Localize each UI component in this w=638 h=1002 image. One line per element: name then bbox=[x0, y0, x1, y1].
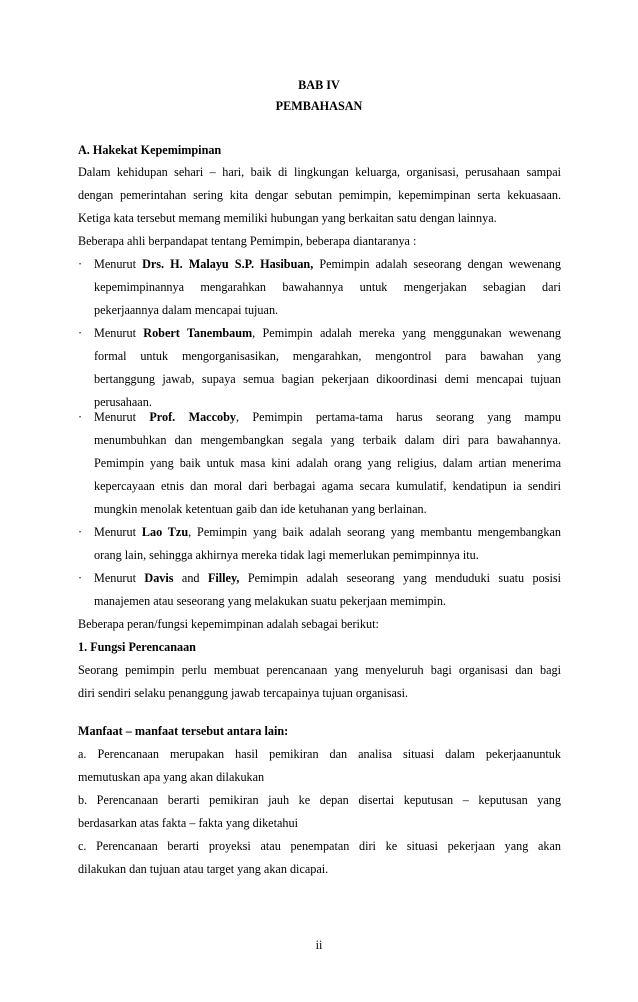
list-item: Menurut Prof. Maccoby, Pemimpin pertama-tama harus seorang yang mampu bbox=[94, 410, 561, 424]
paragraph-line: diri sendiri selaku penanggung jawab tercapainya tujuan organisasi. bbox=[78, 686, 409, 700]
bullet-marker: · bbox=[78, 257, 83, 271]
list-item: Menurut Robert Tanembaum, Pemimpin adalah mereka yang menggunakan wewenang bbox=[94, 326, 561, 340]
expert-name: Filley, bbox=[207, 571, 240, 585]
list-item-line: mungkin menolak ketentuan gaib dan ide ketuhanan yang berlainan. bbox=[94, 502, 427, 516]
expert-name: Drs. H. Malayu S.P. Hasibuan, bbox=[142, 257, 314, 271]
bullet-marker: · bbox=[78, 326, 83, 340]
paragraph-line: dengan pemerintahan sering kita dengar sebutan pemimpin, kepemimpinan serta kekuasaan. bbox=[78, 188, 561, 202]
list-item-line: berdasarkan atas fakta – fakta yang diketahui bbox=[78, 816, 298, 830]
list-item-line: perusahaan. bbox=[94, 395, 152, 409]
subsection-heading: 1. Fungsi Perencanaan bbox=[78, 640, 196, 654]
paragraph-line: Beberapa ahli berpandapat tentang Pemimpin, beberapa diantaranya : bbox=[78, 234, 417, 248]
bullet-marker: · bbox=[78, 525, 83, 539]
paragraph-line: Dalam kehidupan sehari – hari, baik di lingkungan keluarga, organisasi, perusahaan sampai bbox=[78, 165, 561, 179]
expert-name: Davis bbox=[144, 571, 174, 585]
list-item-line: kepercayaan etnis dan moral dari berbagai agama secara kumulatif, kendatipun ia sendiri bbox=[94, 479, 561, 493]
list-item-line: memutuskan apa yang akan dilakukan bbox=[78, 770, 265, 784]
list-item-line: b. Perencanaan berarti pemikiran jauh ke depan disertai keputusan – keputusan yang bbox=[78, 793, 561, 807]
chapter-title: PEMBAHASAN bbox=[275, 99, 363, 113]
list-item-line: a. Perencanaan merupakan hasil pemikiran dan analisa situasi dalam pekerjaanuntuk bbox=[78, 747, 561, 761]
list-item-line: kepemimpinannya mengarahkan bawahannya untuk mengerjakan sebagian dari bbox=[94, 280, 561, 294]
list-item-line: menumbuhkan dan mengembangkan segala yang terbaik dalam diri para bawahannya. bbox=[94, 433, 561, 447]
list-item-line: c. Perencanaan berarti proyeksi atau penempatan diri ke situasi pekerjaan yang akan bbox=[78, 839, 561, 853]
expert-name: Prof. Maccoby bbox=[149, 410, 236, 424]
paragraph-line: Beberapa peran/fungsi kepemimpinan adalah sebagai berikut: bbox=[78, 617, 379, 631]
list-item: Menurut Davis and Filley, Pemimpin adalah seseorang yang menduduki suatu posisi bbox=[94, 571, 561, 585]
expert-name: Robert Tanembaum bbox=[143, 326, 253, 340]
list-item-line: manajemen atau seseorang yang melakukan suatu pekerjaan memimpin. bbox=[94, 594, 446, 608]
section-heading: A. Hakekat Kepemimpinan bbox=[78, 143, 222, 157]
list-item-line: Pemimpin yang baik untuk masa kini adalah orang yang religius, dalam artian menerima bbox=[94, 456, 561, 470]
list-item-line: orang lain, sehingga akhirnya mereka tidak lagi memerlukan pemimpinnya itu. bbox=[94, 548, 479, 562]
page-number: ii bbox=[315, 938, 323, 952]
list-item: Menurut Drs. H. Malayu S.P. Hasibuan, Pemimpin adalah seseorang dengan wewenang bbox=[94, 257, 561, 271]
bullet-marker: · bbox=[78, 410, 83, 424]
bullet-marker: · bbox=[78, 571, 83, 585]
chapter-number: BAB IV bbox=[298, 78, 340, 92]
list-item-line: dilakukan dan tujuan atau target yang akan dicapai. bbox=[78, 862, 329, 876]
list-item-line: pekerjaannya dalam mencapai tujuan. bbox=[94, 303, 279, 317]
paragraph-line: Seorang pemimpin perlu membuat perencanaan yang menyeluruh bagi organisasi dan bagi bbox=[78, 663, 561, 677]
expert-name: Lao Tzu bbox=[141, 525, 189, 539]
list-item-line: formal untuk mengorganisasikan, mengarahkan, mengontrol para bawahan yang bbox=[94, 349, 561, 363]
paragraph-line: Ketiga kata tersebut memang memiliki hubungan yang berkaitan satu dengan lainnya. bbox=[78, 211, 497, 225]
list-item-line: bertanggung jawab, supaya semua bagian pekerjaan dikoordinasi demi mencapai tujuan bbox=[94, 372, 561, 386]
subsection-heading: Manfaat – manfaat tersebut antara lain: bbox=[78, 724, 289, 738]
list-item: Menurut Lao Tzu, Pemimpin yang baik adalah seorang yang membantu mengembangkan bbox=[94, 525, 561, 539]
